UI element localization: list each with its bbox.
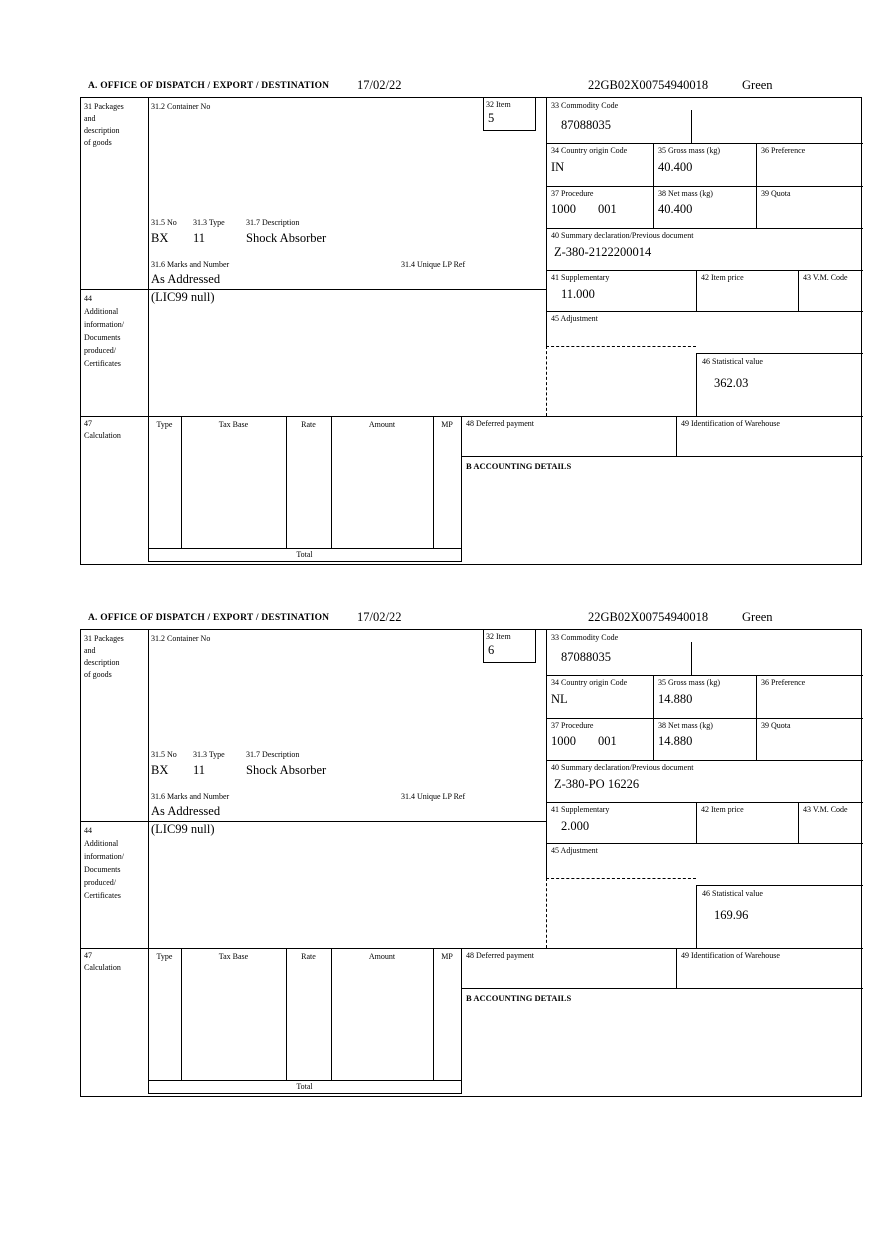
divider-line: [546, 228, 863, 229]
statistical-value-value: 169.96: [714, 908, 749, 922]
accounting-details-label: B ACCOUNTING DETAILS: [466, 993, 572, 1003]
box44-label: information/: [84, 852, 124, 861]
box31-label: 31 Packages: [84, 634, 124, 643]
divider-line: [286, 948, 287, 1080]
calc-col-taxbase-header: Tax Base: [218, 420, 249, 429]
box31-label: of goods: [84, 138, 112, 147]
item-price-label: 42 Item price: [701, 805, 744, 814]
divider-line: [756, 675, 757, 760]
box47-label: 47: [84, 951, 92, 960]
unique-lp-ref-label: 31.4 Unique LP Ref: [401, 260, 466, 269]
divider-line: [546, 143, 863, 144]
divider-line: [546, 718, 863, 719]
container-no-label: 31.2 Container No: [151, 634, 211, 643]
divider-line: [81, 416, 863, 417]
package-description-label: 31.7 Description: [246, 750, 300, 759]
commodity-code-label: 33 Commodity Code: [551, 101, 619, 110]
box44-label: 44: [84, 826, 92, 835]
divider-line: [546, 760, 863, 761]
gross-mass-value: 14.880: [658, 692, 693, 706]
box44-label: Certificates: [84, 891, 121, 900]
divider-line: [148, 98, 149, 561]
box31-label: description: [84, 126, 120, 135]
package-no-label: 31.5 No: [151, 750, 177, 759]
commodity-code-value: 87088035: [561, 650, 611, 664]
deferred-payment-label: 48 Deferred payment: [466, 951, 534, 960]
deferred-payment-label: 48 Deferred payment: [466, 419, 534, 428]
supplementary-label: 41 Supplementary: [551, 273, 610, 282]
routing-status-value: Green: [742, 610, 773, 624]
procedure-value: 1000: [551, 202, 576, 216]
dispatch-date-value: 17/02/22: [357, 78, 402, 92]
item-number-label: 32 Item: [486, 632, 511, 641]
box47-label: Calculation: [84, 431, 121, 440]
gross-mass-label: 35 Gross mass (kg): [658, 678, 720, 687]
divider-line: [181, 948, 182, 1080]
calc-col-type-header: Type: [156, 420, 173, 429]
marks-label: 31.6 Marks and Number: [151, 260, 230, 269]
container-no-label: 31.2 Container No: [151, 102, 211, 111]
divider-line: [546, 311, 863, 312]
form-body: [80, 97, 862, 565]
unique-lp-ref-label: 31.4 Unique LP Ref: [401, 792, 466, 801]
package-type-value: 11: [193, 231, 206, 245]
calc-total-label: Total: [296, 1082, 313, 1091]
divider-line: [546, 98, 547, 346]
marks-value: As Addressed: [151, 272, 221, 286]
summary-declaration-value: Z-380-PO 16226: [554, 777, 640, 791]
statistical-value-label: 46 Statistical value: [702, 357, 763, 366]
quota-label: 39 Quota: [761, 721, 791, 730]
divider-line: [331, 948, 332, 1080]
marks-label: 31.6 Marks and Number: [151, 792, 230, 801]
supplementary-value: 11.000: [561, 287, 595, 301]
adjustment-label: 45 Adjustment: [551, 314, 598, 323]
dashed-divider-line: [546, 346, 547, 416]
divider-line: [81, 948, 863, 949]
customs-item-section: [80, 610, 863, 1102]
divider-line: [148, 630, 149, 1093]
net-mass-label: 38 Net mass (kg): [658, 721, 713, 730]
divider-line: [756, 143, 757, 228]
dispatch-date-value: 17/02/22: [357, 610, 402, 624]
calc-col-mp-header: MP: [441, 952, 453, 961]
warehouse-id-label: 49 Identification of Warehouse: [681, 419, 780, 428]
divider-line: [433, 948, 434, 1080]
divider-line: [696, 270, 697, 311]
summary-declaration-label: 40 Summary declaration/Previous document: [551, 231, 694, 240]
procedure-value: 1000: [551, 734, 576, 748]
country-origin-value: IN: [551, 160, 565, 174]
divider-line: [461, 456, 863, 457]
divider-line: [331, 416, 332, 548]
box31-label: and: [84, 114, 96, 123]
box44-label: Documents: [84, 333, 121, 342]
statistical-value-value: 362.03: [714, 376, 749, 390]
box44-label: information/: [84, 320, 124, 329]
procedure-suffix-value: 001: [598, 734, 617, 748]
adjustment-label: 45 Adjustment: [551, 846, 598, 855]
box31-label: description: [84, 658, 120, 667]
divider-line: [696, 802, 697, 843]
supplementary-value: 2.000: [561, 819, 590, 833]
routing-status-value: Green: [742, 78, 773, 92]
net-mass-value: 14.880: [658, 734, 693, 748]
declaration-reference-value: 22GB02X00754940018: [588, 78, 709, 92]
country-origin-value: NL: [551, 692, 568, 706]
divider-line: [798, 802, 799, 843]
divider-line: [798, 270, 799, 311]
statistical-value-label: 46 Statistical value: [702, 889, 763, 898]
item-price-label: 42 Item price: [701, 273, 744, 282]
divider-line: [653, 675, 654, 760]
divider-line: [148, 548, 462, 549]
divider-line: [546, 675, 863, 676]
divider-line: [546, 186, 863, 187]
package-type-value: 11: [193, 763, 206, 777]
box44-label: produced/: [84, 878, 116, 887]
package-no-value: BX: [151, 763, 169, 777]
divider-line: [676, 948, 677, 988]
additional-info-value: (LIC99 null): [151, 290, 215, 304]
net-mass-value: 40.400: [658, 202, 693, 216]
procedure-label: 37 Procedure: [551, 721, 594, 730]
net-mass-label: 38 Net mass (kg): [658, 189, 713, 198]
office-of-dispatch-label: A. OFFICE OF DISPATCH / EXPORT / DESTINATION: [88, 613, 330, 623]
country-origin-label: 34 Country origin Code: [551, 146, 628, 155]
divider-line: [546, 843, 863, 844]
summary-declaration-value: Z-380-2122200014: [554, 245, 652, 259]
customs-item-section: [80, 78, 863, 570]
gross-mass-label: 35 Gross mass (kg): [658, 146, 720, 155]
marks-value: As Addressed: [151, 804, 221, 818]
box47-label: Calculation: [84, 963, 121, 972]
box44-label: Documents: [84, 865, 121, 874]
calc-total-label: Total: [296, 550, 313, 559]
quota-label: 39 Quota: [761, 189, 791, 198]
form-body: [80, 629, 862, 1097]
package-type-label: 31.3 Type: [193, 750, 225, 759]
calc-col-amount-header: Amount: [368, 952, 396, 961]
gross-mass-value: 40.400: [658, 160, 693, 174]
divider-line: [433, 416, 434, 548]
calc-col-mp-header: MP: [441, 420, 453, 429]
item-number-label: 32 Item: [486, 100, 511, 109]
dashed-divider-line: [546, 878, 547, 948]
divider-line: [461, 416, 462, 561]
box44-label: Additional: [84, 307, 119, 316]
commodity-code-value: 87088035: [561, 118, 611, 132]
package-no-label: 31.5 No: [151, 218, 177, 227]
vm-code-label: 43 V.M. Code: [803, 273, 848, 282]
box44-label: 44: [84, 294, 92, 303]
divider-line: [691, 642, 692, 675]
calc-col-taxbase-header: Tax Base: [218, 952, 249, 961]
procedure-suffix-value: 001: [598, 202, 617, 216]
divider-line: [181, 416, 182, 548]
dashed-divider-line: [546, 346, 696, 347]
calc-col-rate-header: Rate: [301, 420, 316, 429]
warehouse-id-label: 49 Identification of Warehouse: [681, 951, 780, 960]
divider-line: [546, 802, 863, 803]
divider-line: [148, 1080, 462, 1081]
box44-label: Additional: [84, 839, 119, 848]
statistical-value-box: [696, 353, 863, 416]
divider-line: [653, 143, 654, 228]
item-number-value: 5: [488, 111, 495, 125]
package-type-label: 31.3 Type: [193, 218, 225, 227]
summary-declaration-label: 40 Summary declaration/Previous document: [551, 763, 694, 772]
box44-label: Certificates: [84, 359, 121, 368]
calc-col-amount-header: Amount: [368, 420, 396, 429]
package-no-value: BX: [151, 231, 169, 245]
divider-line: [546, 630, 547, 878]
item-number-value: 6: [488, 643, 495, 657]
divider-line: [286, 416, 287, 548]
office-of-dispatch-label: A. OFFICE OF DISPATCH / EXPORT / DESTINATION: [88, 81, 330, 91]
box47-label: 47: [84, 419, 92, 428]
supplementary-label: 41 Supplementary: [551, 805, 610, 814]
divider-line: [691, 110, 692, 143]
calc-col-type-header: Type: [156, 952, 173, 961]
calc-col-rate-header: Rate: [301, 952, 316, 961]
divider-line: [148, 1093, 462, 1094]
package-description-value: Shock Absorber: [246, 763, 327, 777]
country-origin-label: 34 Country origin Code: [551, 678, 628, 687]
divider-line: [461, 948, 462, 1093]
divider-line: [461, 988, 863, 989]
accounting-details-label: B ACCOUNTING DETAILS: [466, 461, 572, 471]
declaration-reference-value: 22GB02X00754940018: [588, 610, 709, 624]
package-description-label: 31.7 Description: [246, 218, 300, 227]
package-description-value: Shock Absorber: [246, 231, 327, 245]
preference-label: 36 Preference: [761, 678, 806, 687]
box31-label: of goods: [84, 670, 112, 679]
commodity-code-label: 33 Commodity Code: [551, 633, 619, 642]
preference-label: 36 Preference: [761, 146, 806, 155]
additional-info-value: (LIC99 null): [151, 822, 215, 836]
box44-label: produced/: [84, 346, 116, 355]
divider-line: [676, 416, 677, 456]
box31-label: 31 Packages: [84, 102, 124, 111]
vm-code-label: 43 V.M. Code: [803, 805, 848, 814]
divider-line: [148, 561, 462, 562]
dashed-divider-line: [546, 878, 696, 879]
statistical-value-box: [696, 885, 863, 948]
procedure-label: 37 Procedure: [551, 189, 594, 198]
divider-line: [546, 270, 863, 271]
box31-label: and: [84, 646, 96, 655]
